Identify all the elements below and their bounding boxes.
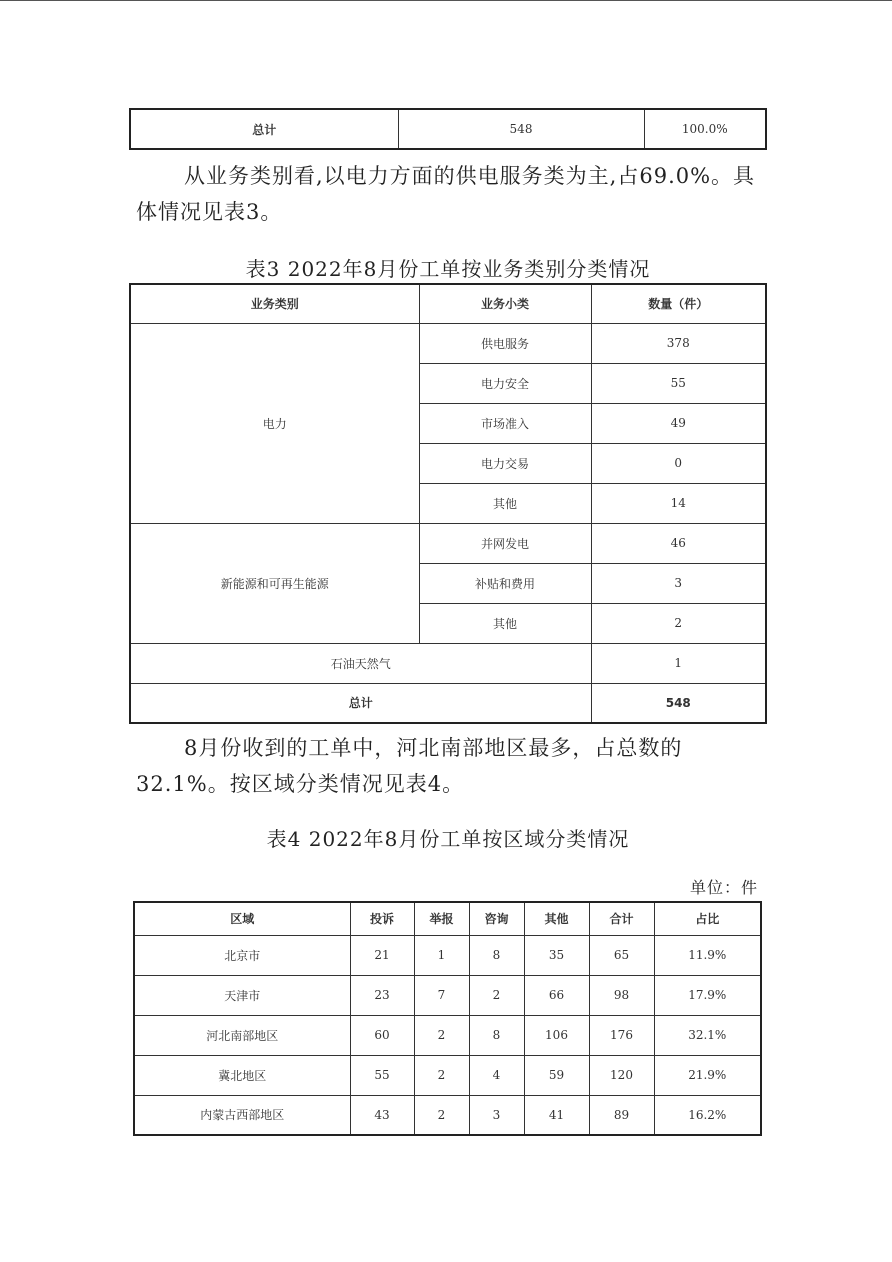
table3-header-subcategory: 业务小类	[419, 284, 591, 323]
table4-cell: 2	[414, 1055, 469, 1095]
table3-caption: 表3 2022年8月份工单按业务类别分类情况	[245, 257, 651, 281]
table4-cell: 8	[469, 935, 524, 975]
table4	[133, 901, 762, 1136]
table3	[129, 283, 767, 724]
table3-sub-cell: 电力交易	[419, 443, 591, 483]
table4-header-cell: 占比	[654, 902, 761, 935]
table4-cell: 内蒙古西部地区	[134, 1095, 350, 1135]
table4-cell: 89	[589, 1095, 654, 1135]
table3-count-cell: 378	[591, 323, 766, 363]
table3-sub-cell: 并网发电	[419, 523, 591, 563]
table3-header-count: 数量（件）	[591, 284, 766, 323]
table3-category-cell: 新能源和可再生能源	[130, 523, 419, 643]
table-row	[134, 1095, 761, 1135]
table-row	[134, 1015, 761, 1055]
table-row	[134, 975, 761, 1015]
table3-count-cell: 0	[591, 443, 766, 483]
paragraph-region: 8月份收到的工单中，河北南部地区最多，占总数的32.1%。按区域分类情况见表4。	[136, 736, 683, 796]
table3-header-category: 业务类别	[130, 284, 419, 323]
table4-cell: 2	[414, 1015, 469, 1055]
table3-category-cell: 石油天然气	[130, 643, 591, 683]
table4-unit-label: 单位：件	[689, 878, 758, 897]
table4-cell: 17.9%	[654, 975, 761, 1015]
table3-sub-cell: 市场准入	[419, 403, 591, 443]
table4-header-cell: 合计	[589, 902, 654, 935]
table4-cell: 66	[524, 975, 589, 1015]
table-row	[130, 643, 766, 683]
table3-count-cell: 14	[591, 483, 766, 523]
table4-cell: 106	[524, 1015, 589, 1055]
table4-cell: 32.1%	[654, 1015, 761, 1055]
table-row	[130, 523, 766, 563]
table4-cell: 120	[589, 1055, 654, 1095]
table3-sub-cell: 其他	[419, 603, 591, 643]
table3-total-count: 548	[591, 683, 766, 723]
table-row	[130, 323, 766, 363]
table3-count-cell: 55	[591, 363, 766, 403]
table4-cell: 43	[350, 1095, 414, 1135]
table4-cell: 65	[589, 935, 654, 975]
table4-cell: 16.2%	[654, 1095, 761, 1135]
table4-cell: 60	[350, 1015, 414, 1055]
table4-header-cell: 区域	[134, 902, 350, 935]
table4-cell: 176	[589, 1015, 654, 1055]
table3-total-row	[130, 683, 766, 723]
page-top-border	[0, 0, 892, 1]
table-row	[134, 935, 761, 975]
table4-cell: 21	[350, 935, 414, 975]
table4-caption: 表4 2022年8月份工单按区域分类情况	[266, 827, 630, 851]
paragraph-business-category: 从业务类别看,以电力方面的供电服务类为主,占69.0%。具体情况见表3。	[136, 164, 756, 224]
table4-cell: 河北南部地区	[134, 1015, 350, 1055]
table3-sub-cell: 其他	[419, 483, 591, 523]
table4-header-cell: 投诉	[350, 902, 414, 935]
table3-count-cell: 3	[591, 563, 766, 603]
table3-sub-cell: 供电服务	[419, 323, 591, 363]
table4-cell: 41	[524, 1095, 589, 1135]
table4-cell: 55	[350, 1055, 414, 1095]
table3-count-cell: 2	[591, 603, 766, 643]
table2-total-pct: 100.0%	[644, 109, 766, 149]
table4-cell: 冀北地区	[134, 1055, 350, 1095]
table3-total-label: 总计	[130, 683, 591, 723]
table4-header-cell: 其他	[524, 902, 589, 935]
table4-cell: 3	[469, 1095, 524, 1135]
table4-cell: 2	[414, 1095, 469, 1135]
table3-header-row	[130, 284, 766, 323]
table4-cell: 7	[414, 975, 469, 1015]
table4-header-cell: 举报	[414, 902, 469, 935]
table2-total-count: 548	[398, 109, 644, 149]
table4-cell: 8	[469, 1015, 524, 1055]
table3-sub-cell: 补贴和费用	[419, 563, 591, 603]
table3-category-cell: 电力	[130, 323, 419, 523]
table-row	[134, 1055, 761, 1095]
table3-count-cell: 46	[591, 523, 766, 563]
table3-count-cell: 1	[591, 643, 766, 683]
table4-header-cell: 咨询	[469, 902, 524, 935]
table4-cell: 11.9%	[654, 935, 761, 975]
table4-cell: 21.9%	[654, 1055, 761, 1095]
table4-cell: 35	[524, 935, 589, 975]
table3-sub-cell: 电力安全	[419, 363, 591, 403]
table4-cell: 1	[414, 935, 469, 975]
table3-count-cell: 49	[591, 403, 766, 443]
table4-cell: 59	[524, 1055, 589, 1095]
table4-cell: 4	[469, 1055, 524, 1095]
table4-cell: 天津市	[134, 975, 350, 1015]
table2-total-row	[129, 108, 767, 150]
table2-total-label: 总计	[130, 109, 398, 149]
table4-cell: 98	[589, 975, 654, 1015]
table4-cell: 2	[469, 975, 524, 1015]
table4-cell: 23	[350, 975, 414, 1015]
table4-header-row	[134, 902, 761, 935]
table4-cell: 北京市	[134, 935, 350, 975]
